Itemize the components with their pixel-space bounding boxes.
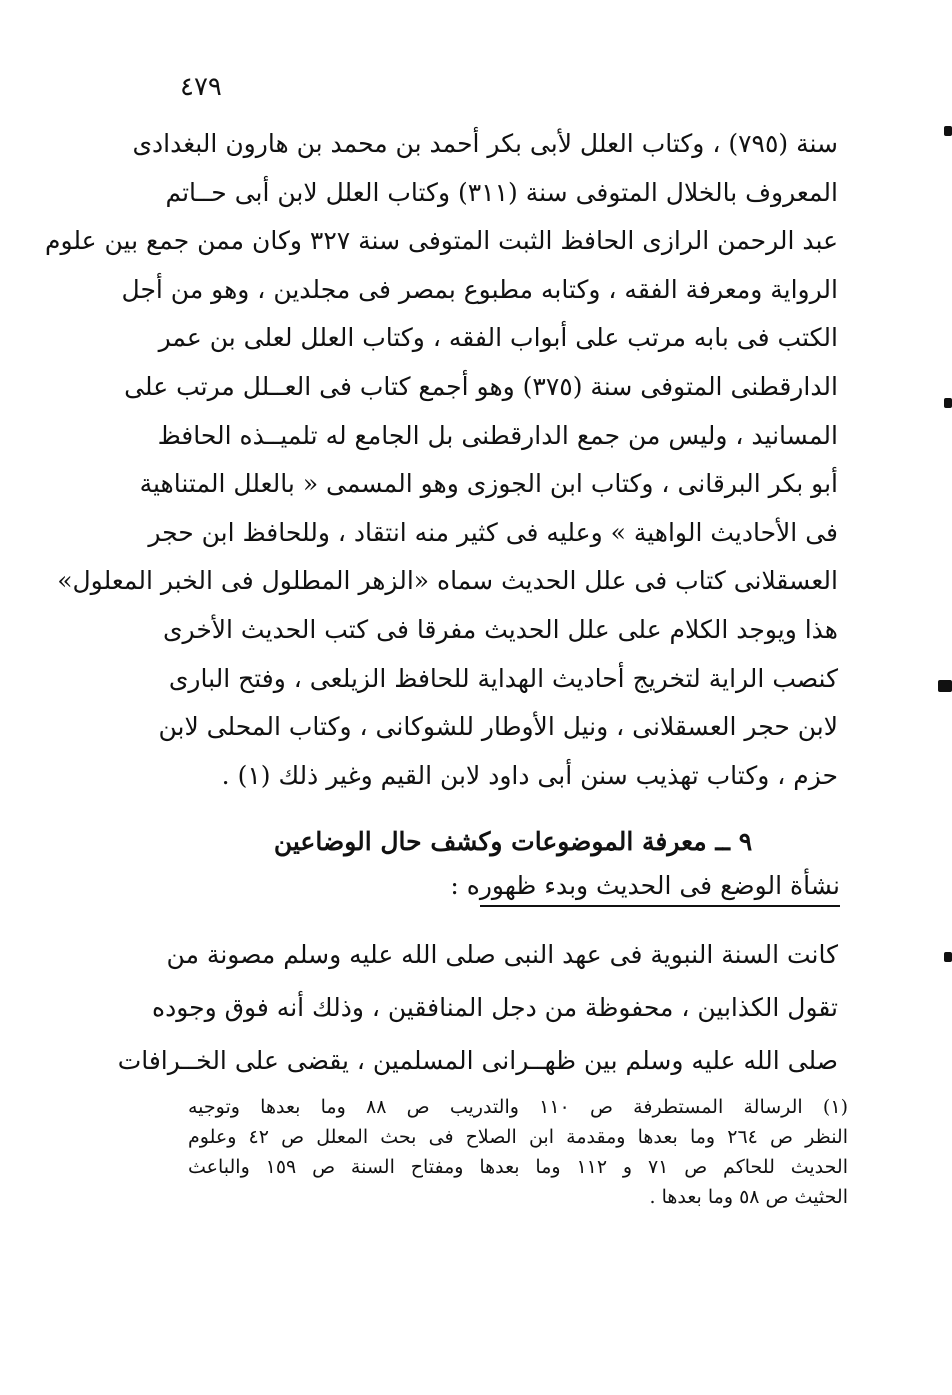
body-line: فى الأحاديث الواهية » وعليه فى كثير منه انتقاد ، وللحافظ ابن حجر xyxy=(148,517,838,547)
footnote xyxy=(188,1092,848,1212)
subheading: نشأة الوضع فى الحديث وبدء ظهوره : xyxy=(450,871,840,900)
body-line: الدارقطنى المتوفى سنة (٣٧٥) وهو أجمع كتاب فى العــلل مرتب على xyxy=(124,371,838,401)
footnote-line: النظر ص ٢٦٤ وما بعدها ومقدمة ابن الصلاح فى بحث المعلل ص ٤٢ وعلوم xyxy=(188,1126,849,1148)
footnote-line: الحثيث ص ٥٨ وما بعدها . xyxy=(649,1186,848,1208)
body-line: المسانيد ، وليس من جمع الدارقطنى بل الجامع له تلميــذه الحافظ xyxy=(157,420,838,450)
subheading-underline xyxy=(480,905,840,907)
scan-edge-mark xyxy=(938,680,952,692)
body-line: المعروف بالخلال المتوفى سنة (٣١١) وكتاب العلل لابن أبى حــاتم xyxy=(165,177,838,207)
body-line: هذا ويوجد الكلام على علل الحديث مفرقا فى كتب الحديث الأخرى xyxy=(162,614,838,644)
body-line: أبو بكر البرقانى ، وكتاب ابن الجوزى وهو المسمى « بالعلل المتناهية xyxy=(139,469,838,499)
body-line: حزم ، وكتاب تهذيب سنن أبى داود لابن القيم وغير ذلك (١) . xyxy=(221,760,838,790)
body-line: العسقلانى كتاب فى علل الحديث سماه «الزهر المطلول فى الخبر المعلول» xyxy=(57,566,838,596)
body-line: كنصب الراية لتخريج أحاديث الهداية للحافظ الزيلعى ، وفتح البارى xyxy=(168,663,838,693)
paragraph-line: تقول الكذابين ، محفوظة من دجل المنافقين ، وذلك أنه فوق وجوده xyxy=(151,993,838,1022)
section-heading: ٩ ــ معرفة الموضوعات وكشف حال الوضاعين xyxy=(273,827,753,856)
body-text xyxy=(44,120,838,800)
body-line: عبد الرحمن الرازى الحافظ الثبت المتوفى سنة ٣٢٧ وكان ممن جمع بين علوم xyxy=(44,226,838,256)
body-line: الكتب فى بابه مرتب على أبواب الفقه ، وكتاب العلل لعلى بن عمر xyxy=(158,323,838,353)
body-line: سنة (٧٩٥) ، وكتاب العلل لأبى بكر أحمد بن محمد بن هارون البغدادى xyxy=(132,129,838,158)
page-number: ٤٧٩ xyxy=(180,72,222,102)
paragraph-line: صلى الله عليه وسلم بين ظهــرانى المسلمين ، يقضى على الخــرافات xyxy=(117,1046,838,1075)
scan-edge-mark xyxy=(944,952,952,962)
body-line: لابن حجر العسقلانى ، ونيل الأوطار للشوكانى ، وكتاب المحلى لابن xyxy=(158,712,838,742)
body-line: الرواية ومعرفة الفقه ، وكتابه مطبوع بمصر فى مجلدين ، وهو من أجل xyxy=(121,274,838,304)
footnote-line: الحديث للحاكم ص ٧١ و ١١٢ وما بعدها ومفتاح السنة ص ١٥٩ والباعث xyxy=(188,1156,848,1178)
scan-edge-mark xyxy=(944,126,952,136)
paragraph-line: كانت السنة النبوية فى عهد النبى صلى الله عليه وسلم مصونة من xyxy=(166,940,838,969)
footnote-line: (١) الرسالة المستطرفة ص ١١٠ والتدريب ص ٨٨ وما بعدها وتوجيه xyxy=(188,1096,848,1118)
scan-edge-mark xyxy=(944,398,952,408)
section-paragraph xyxy=(117,928,838,1087)
